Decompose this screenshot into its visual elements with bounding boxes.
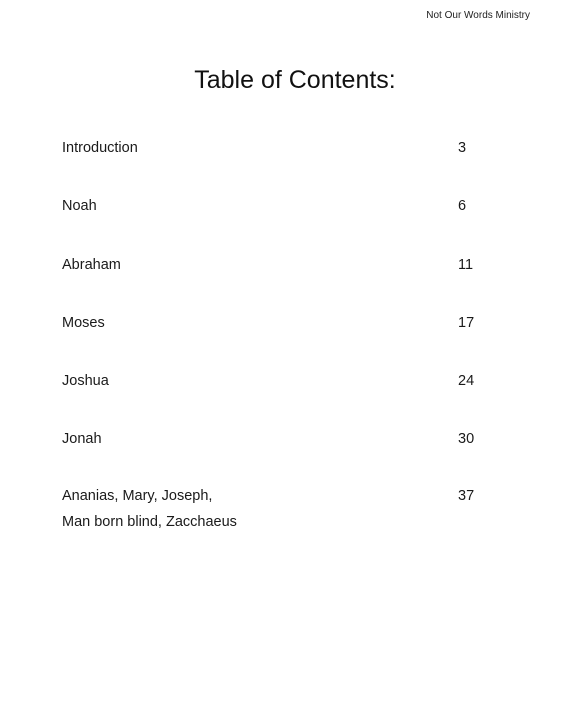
toc-entry-title	[62, 368, 422, 394]
toc-entry-title-line: Joshua	[62, 373, 109, 389]
page-title: Table of Contents:	[194, 66, 396, 94]
toc-entry-page-number: 11	[458, 257, 474, 273]
toc-entry-title	[62, 135, 422, 161]
running-header: Not Our Words Ministry	[426, 10, 530, 21]
toc-entry-page-number: 24	[458, 373, 475, 389]
toc-entry-page-number: 37	[458, 488, 475, 504]
toc-entry-title-line: Introduction	[62, 140, 138, 156]
toc-entry-page-number: 3	[458, 140, 467, 156]
toc-entry-title-line: Man born blind, Zacchaeus	[62, 514, 237, 530]
toc-entry-title	[62, 310, 422, 336]
toc-entry-title-line: Noah	[62, 198, 97, 214]
toc-entry-title-line: Moses	[62, 315, 105, 331]
toc-entry-title	[62, 252, 422, 278]
toc-entry-title	[62, 483, 422, 535]
toc-entry-title	[62, 193, 422, 219]
toc-entry-page-number: 6	[458, 198, 467, 214]
toc-entry-title	[62, 426, 422, 452]
toc-entry-title-line: Abraham	[62, 257, 121, 273]
toc-entry-title-line: Ananias, Mary, Joseph,	[62, 488, 213, 504]
toc-entry-page-number: 30	[458, 431, 475, 447]
toc-entry-page-number: 17	[458, 315, 475, 331]
toc-entry-title-line: Jonah	[62, 431, 102, 447]
